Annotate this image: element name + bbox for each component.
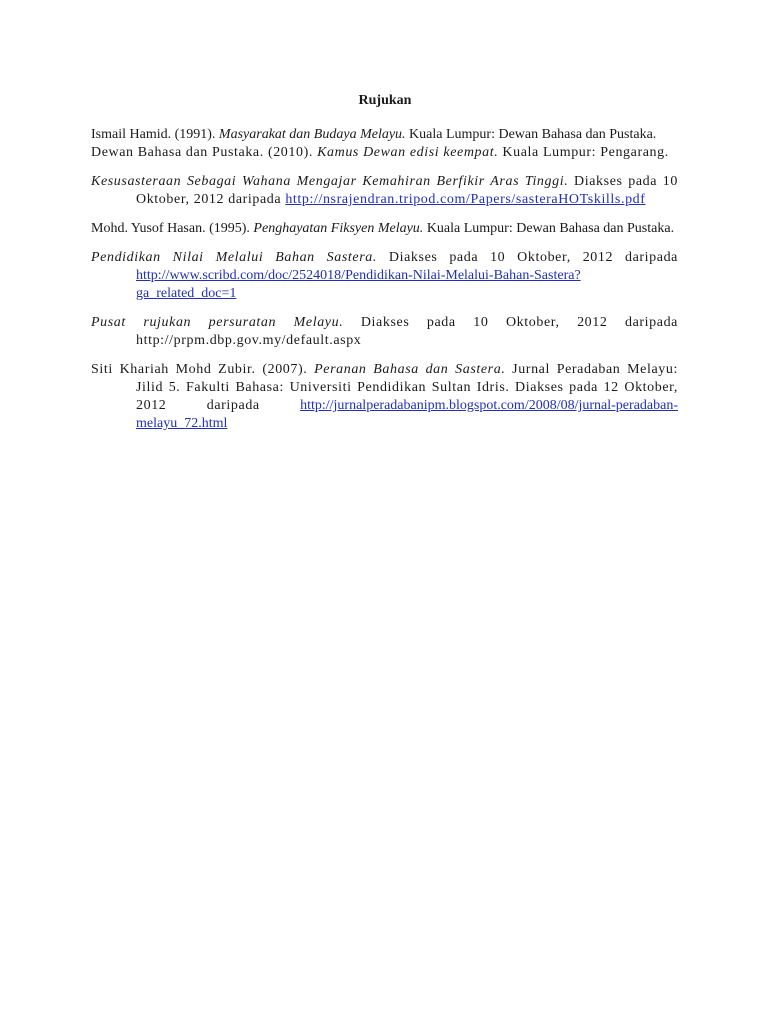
reference-item <box>91 126 678 144</box>
reference-publisher: Kuala Lumpur: Dewan Bahasa dan Pustaka. <box>423 221 675 236</box>
reference-access-note: Diakses pada 10 Oktober, 2012 daripada http://prpm.dbp.gov.my/default.aspx <box>136 315 678 348</box>
reference-title: Kesusasteraan Sebagai Wahana Mengajar Kemahiran Berfikir Aras Tinggi. <box>91 174 569 189</box>
reference-item <box>91 220 678 238</box>
reference-item <box>91 361 678 433</box>
reference-publisher: Kuala Lumpur: Dewan Bahasa dan Pustaka. <box>405 127 657 142</box>
reference-title: Kamus Dewan edisi keempat. <box>317 145 499 160</box>
reference-list <box>91 126 678 433</box>
reference-title: Penghayatan Fiksyen Melayu. <box>253 221 424 236</box>
reference-link[interactable]: http://nsrajendran.tripod.com/Papers/sasteraHOTskills.pdf <box>285 192 646 207</box>
reference-author: Siti Khariah Mohd Zubir. (2007). <box>91 362 315 377</box>
reference-item <box>91 173 678 209</box>
reference-item <box>91 144 678 162</box>
reference-publisher: Jurnal Peradaban Melayu: Jilid 5. Fakulti Bahasa: Universiti Pendidikan Sultan Idris. Diakses pada 12 Oktober, 2012 daripada <box>136 362 678 413</box>
reference-author: Dewan Bahasa dan Pustaka. (2010). <box>91 145 318 160</box>
reference-access-note: Diakses pada 10 Oktober, 2012 daripada <box>377 250 678 265</box>
reference-author: Ismail Hamid. (1991). <box>91 127 219 142</box>
reference-author: Mohd. Yusof Hasan. (1995). <box>91 221 254 236</box>
reference-title: Masyarakat dan Budaya Melayu. <box>218 127 406 142</box>
reference-publisher: Kuala Lumpur: Pengarang. <box>498 145 669 160</box>
reference-link[interactable]: http://jurnalperadabanipm.blogspot.com/2008/08/jurnal-peradaban-melayu_72.html <box>136 398 678 431</box>
reference-title: Pusat rujukan persuratan Melayu. <box>91 315 344 330</box>
reference-title: Peranan Bahasa dan Sastera. <box>314 362 506 377</box>
reference-access-note: Diakses pada 10 Oktober, 2012 daripada <box>136 174 678 207</box>
reference-item <box>91 249 678 303</box>
page-title: Rujukan <box>358 93 412 108</box>
reference-link[interactable]: http://www.scribd.com/doc/2524018/Pendidikan-Nilai-Melalui-Bahan-Sastera?ga_related_doc=1 <box>136 268 581 301</box>
reference-item <box>91 314 678 350</box>
reference-title: Pendidikan Nilai Melalui Bahan Sastera. <box>91 250 377 265</box>
